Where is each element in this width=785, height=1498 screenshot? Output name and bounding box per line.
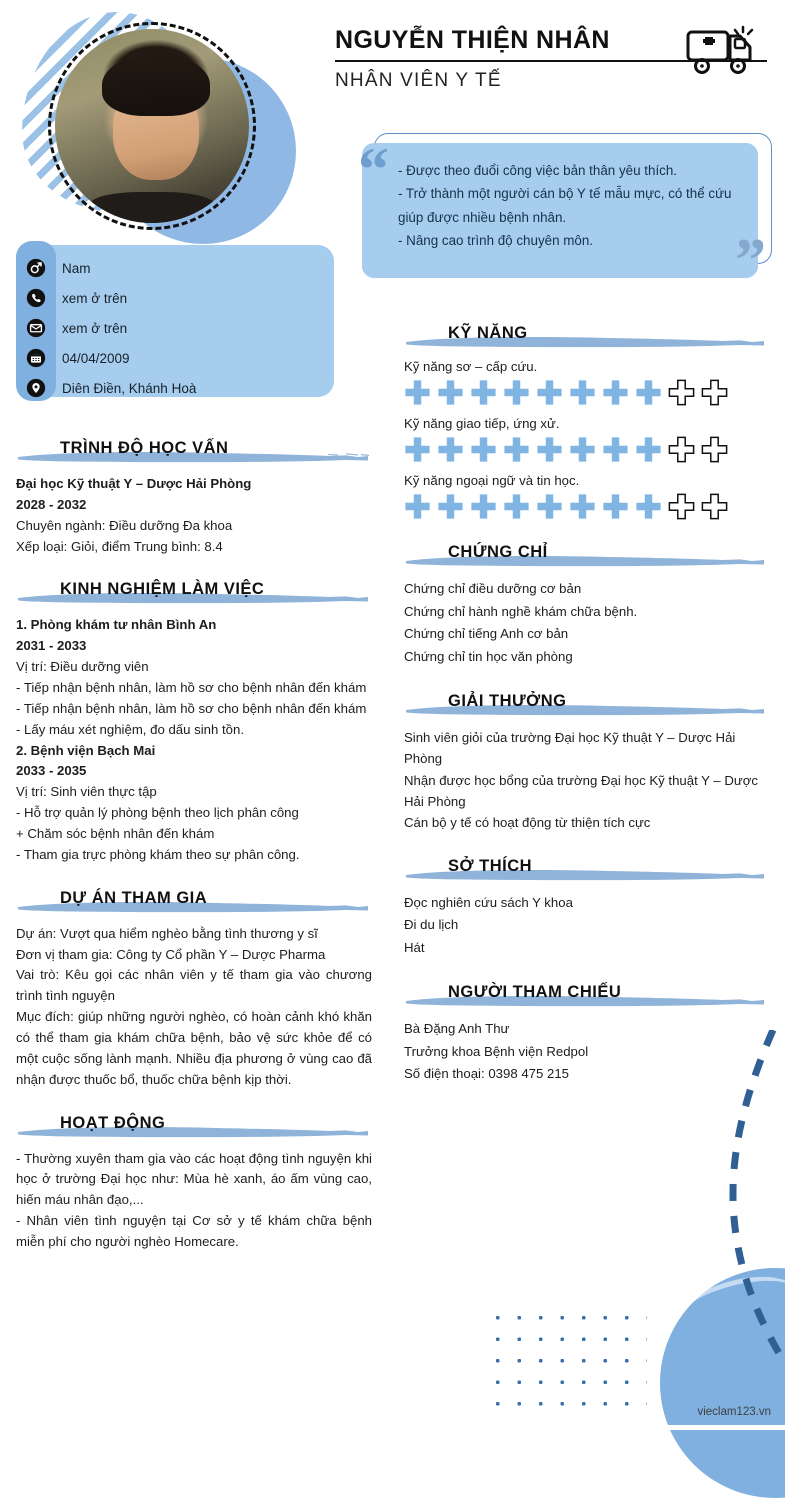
- reference-line: Trưởng khoa Bệnh viện Redpol: [404, 1043, 589, 1059]
- section-title: DỰ ÁN THAM GIA: [60, 888, 208, 907]
- job-position: Vị trí: Điều dưỡng viên: [16, 659, 149, 675]
- projects-body: [16, 924, 372, 1091]
- section-header: [404, 534, 769, 568]
- section-experience: [16, 571, 372, 865]
- activities-body: [16, 1149, 372, 1253]
- cross-filled-icon: [536, 493, 563, 520]
- project-line: Vai trò: Kêu gọi các nhân viên y tế tham gia vào chương trình tình nguyện: [16, 967, 372, 1004]
- section-title: KỸ NĂNG: [448, 324, 528, 342]
- contact-row-email[interactable]: [16, 313, 334, 343]
- cross-empty-icon: [668, 436, 695, 463]
- activity-line: - Thường xuyên tham gia vào các hoạt động tình nguyện khi học ở trường Đại học như: Mùa hè xanh, áo ấm vùng cao, hiến máu nhân đạo,...: [16, 1150, 372, 1208]
- cross-filled-icon: [503, 436, 530, 463]
- job-position: Vị trí: Sinh viên thực tập: [16, 784, 157, 800]
- section-title: SỞ THÍCH: [448, 856, 533, 875]
- reference-line: Bà Đặng Anh Thư: [404, 1020, 510, 1036]
- section-header: [404, 683, 769, 717]
- section-references: [404, 974, 769, 1086]
- cross-filled-icon: [470, 436, 497, 463]
- section-header: [404, 974, 769, 1008]
- contact-value: Nam: [62, 260, 91, 276]
- cross-filled-icon: [470, 493, 497, 520]
- certificate-line: Chứng chỉ hành nghề khám chữa bệnh.: [404, 603, 638, 619]
- job-years: 2033 - 2035: [16, 763, 87, 779]
- cross-empty-icon: [701, 436, 728, 463]
- cross-empty-icon: [668, 493, 695, 520]
- section-title: HOẠT ĐỘNG: [60, 1113, 166, 1132]
- job-duty: - Hỗ trợ quản lý phòng bệnh theo lịch phân công: [16, 805, 299, 821]
- cross-filled-icon: [437, 493, 464, 520]
- cross-empty-icon: [701, 493, 728, 520]
- skill-rating: [404, 436, 769, 463]
- cross-filled-icon: [404, 379, 431, 406]
- email-icon: [16, 318, 56, 338]
- skill-label: Kỹ năng giao tiếp, ứng xử.: [404, 416, 560, 431]
- cross-filled-icon: [602, 436, 629, 463]
- candidate-name: NGUYỄN THIỆN NHÂN: [335, 26, 610, 54]
- certificate-line: Chứng chỉ tin học văn phòng: [404, 649, 573, 665]
- section-header: [16, 1105, 372, 1139]
- section-header: [404, 315, 769, 349]
- section-title: NGƯỜI THAM CHIẾU: [448, 982, 622, 1001]
- job-duty: - Lấy máu xét nghiệm, đo dấu sinh tồn.: [16, 721, 244, 737]
- cross-filled-icon: [437, 436, 464, 463]
- job-years: 2031 - 2033: [16, 638, 87, 654]
- cross-filled-icon: [602, 379, 629, 406]
- section-title: GIẢI THƯỞNG: [448, 691, 567, 710]
- experience-job: [16, 615, 372, 740]
- cross-filled-icon: [635, 436, 662, 463]
- activity-line: - Nhân viên tình nguyện tại Cơ sở y tế khám chữa bệnh miễn phí cho người nghèo Homecare.: [16, 1213, 372, 1250]
- skill-label: Kỹ năng ngoại ngữ và tin học.: [404, 473, 580, 488]
- skill-rating: [404, 379, 769, 406]
- dot-grid-decoration: [487, 1307, 647, 1412]
- project-line: Dự án: Vượt qua hiểm nghèo bằng tình thương y sĩ: [16, 925, 318, 941]
- section-projects: [16, 880, 372, 1091]
- education-body: [16, 474, 372, 557]
- section-header: [16, 571, 372, 605]
- hobbies-body: [404, 892, 769, 960]
- section-activities: [16, 1105, 372, 1253]
- ambulance-icon: [685, 22, 761, 80]
- contact-row-location: [16, 373, 334, 403]
- quote-close-icon: ”: [735, 227, 766, 295]
- skill-label: Kỹ năng sơ – cấp cứu.: [404, 359, 538, 374]
- cross-filled-icon: [635, 493, 662, 520]
- job-name: 2. Bệnh viện Bạch Mai: [16, 742, 156, 758]
- certificates-body: [404, 578, 769, 669]
- header: [335, 26, 767, 92]
- job-name: 1. Phòng khám tư nhân Bình An: [16, 617, 217, 633]
- section-title: TRÌNH ĐỘ HỌC VẤN: [60, 439, 229, 457]
- cross-filled-icon: [503, 379, 530, 406]
- contact-row-birthdate: [16, 343, 334, 373]
- experience-job: [16, 741, 372, 866]
- contact-value: xem ở trên: [62, 290, 128, 306]
- cross-filled-icon: [569, 493, 596, 520]
- cross-filled-icon: [569, 436, 596, 463]
- section-header: [16, 430, 372, 464]
- contact-value: 04/04/2009: [62, 350, 130, 366]
- cross-filled-icon: [503, 493, 530, 520]
- cross-filled-icon: [470, 379, 497, 406]
- contact-value: xem ở trên: [62, 320, 128, 336]
- section-skills: [404, 315, 769, 520]
- certificate-line: Chứng chỉ tiếng Anh cơ bản: [404, 626, 569, 642]
- skills-list: [404, 359, 769, 520]
- quote-open-icon: “: [358, 136, 389, 204]
- job-duty: - Tham gia trực phòng khám theo sự phân công.: [16, 846, 300, 862]
- contact-value: Diên Điền, Khánh Hoà: [62, 380, 197, 396]
- education-school: Đại học Kỹ thuật Y – Dược Hải Phòng: [16, 476, 252, 491]
- education-years: 2028 - 2032: [16, 496, 87, 512]
- certificate-line: Chứng chỉ điều dưỡng cơ bản: [404, 581, 582, 596]
- cross-filled-icon: [536, 436, 563, 463]
- hobby-line: Hát: [404, 940, 425, 956]
- section-hobbies: [404, 848, 769, 960]
- award-line: Nhận được học bổng của trường Đại học Kỹ thuật Y – Dược Hải Phòng: [404, 772, 758, 809]
- cross-filled-icon: [437, 379, 464, 406]
- section-header: [16, 880, 372, 914]
- left-column: [16, 430, 372, 1267]
- right-column: [404, 315, 769, 1100]
- job-duty: + Chăm sóc bệnh nhân đến khám: [16, 826, 215, 842]
- cross-filled-icon: [404, 436, 431, 463]
- candidate-role: NHÂN VIÊN Y TẾ: [335, 70, 502, 91]
- gender-icon: [16, 258, 56, 278]
- education-grade: Xếp loại: Giỏi, điểm Trung bình: 8.4: [16, 538, 223, 554]
- cross-filled-icon: [404, 493, 431, 520]
- quote-text: [398, 159, 736, 252]
- section-education: [16, 430, 372, 557]
- section-title: KINH NGHIỆM LÀM VIỆC: [60, 580, 265, 599]
- phone-icon: [16, 288, 56, 308]
- cross-filled-icon: [536, 379, 563, 406]
- award-line: Cán bộ y tế có hoạt động từ thiện tích cực: [404, 815, 651, 831]
- contact-row-phone[interactable]: [16, 283, 334, 313]
- project-line: Mục đích: giúp những người nghèo, có hoàn cảnh khó khăn có thể tham gia khám chữa bệnh, bảo vệ sức khỏe để có một cuộc sống lành mạnh. Nhiều địa phương ở vùng cao đã nhận được thuốc bổ, thuốc chữa bệnh kịp thời.: [16, 1009, 372, 1087]
- contact-row-gender: [16, 253, 334, 283]
- contact-card: [16, 245, 334, 397]
- references-body: [404, 1018, 769, 1086]
- watermark: vieclam123.vn: [697, 1406, 771, 1418]
- calendar-icon: [16, 348, 56, 368]
- reference-line: Số điện thoại: 0398 475 215: [404, 1066, 569, 1082]
- cross-filled-icon: [602, 493, 629, 520]
- skill-rating: [404, 493, 769, 520]
- job-duty: - Tiếp nhận bệnh nhân, làm hồ sơ cho bệnh nhân đến khám: [16, 680, 367, 696]
- objective-quote-box: [358, 133, 772, 295]
- quote-line: - Được theo đuổi công việc bản thân yêu thích.: [398, 163, 678, 178]
- quote-line: - Trở thành một người cán bộ Y tế mẫu mực, có thể cứu giúp được nhiều bệnh nhân.: [398, 186, 732, 225]
- job-duty: - Tiếp nhận bệnh nhân, làm hồ sơ cho bệnh nhân đến khám: [16, 700, 367, 716]
- education-major: Chuyên ngành: Điều dưỡng Đa khoa: [16, 517, 233, 533]
- hobby-line: Đọc nghiên cứu sách Y khoa: [404, 894, 573, 910]
- cross-empty-icon: [668, 379, 695, 406]
- cross-filled-icon: [569, 379, 596, 406]
- page-bottom-edge: [0, 1425, 785, 1430]
- cross-empty-icon: [701, 379, 728, 406]
- project-line: Đơn vị tham gia: Công ty Cổ phần Y – Dược Pharma: [16, 946, 326, 962]
- section-awards: [404, 683, 769, 834]
- location-icon: [16, 378, 56, 398]
- section-title: CHỨNG CHỈ: [448, 543, 548, 561]
- cross-filled-icon: [635, 379, 662, 406]
- section-header: [404, 848, 769, 882]
- section-certificates: [404, 534, 769, 669]
- profile-photo-dashed-ring: [48, 22, 256, 230]
- hobby-line: Đi du lịch: [404, 917, 459, 933]
- award-line: Sinh viên giỏi của trường Đại học Kỹ thuật Y – Dược Hải Phòng: [404, 729, 736, 767]
- awards-body: [404, 727, 769, 834]
- quote-line: - Nâng cao trình độ chuyên môn.: [398, 232, 594, 248]
